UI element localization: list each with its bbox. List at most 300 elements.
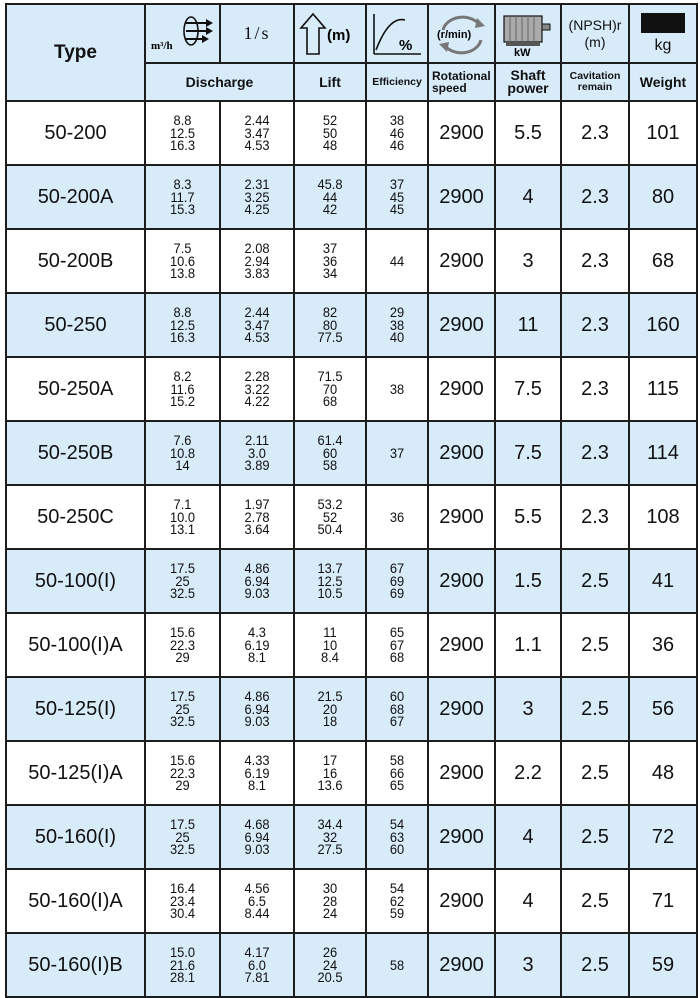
discharge-m3h-cell-value: 25 [175, 700, 190, 717]
efficiency-cell-value: 29 [389, 304, 405, 321]
flow-icon [148, 9, 218, 59]
npsh-cell: 2.5 [561, 933, 629, 997]
efficiency-unit-header [366, 4, 428, 63]
table-row [6, 869, 697, 933]
discharge-ls-cell-value: 9.03 [244, 841, 270, 858]
efficiency-cell-value: 46 [389, 137, 405, 154]
type-cell: 50-100(I) [6, 549, 145, 613]
discharge-m3h-cell-value: 30.4 [169, 905, 196, 922]
weight-cell: 68 [629, 229, 697, 293]
weight-cell: 160 [629, 293, 697, 357]
efficiency-cell-value: 66 [389, 764, 405, 781]
discharge-m3h-cell-value: 12.5 [169, 124, 196, 141]
lift-cell-value: 50.4 [317, 521, 343, 538]
lift-cell-value: 61.4 [317, 432, 343, 449]
weight-block-icon [641, 13, 685, 33]
speed-cell: 2900 [428, 549, 495, 613]
discharge-m3h-cell-value: 29 [175, 649, 190, 666]
speed-cell: 2900 [428, 229, 495, 293]
table-row [6, 933, 697, 997]
efficiency-header: Efficiency [366, 63, 428, 101]
lift-cell-value: 17 [322, 752, 338, 769]
type-cell: 50-250A [6, 357, 145, 421]
discharge-ls-cell-value: 2.44 [244, 112, 270, 129]
efficiency-cell-value: 38 [389, 112, 405, 129]
type-cell: 50-250B [6, 421, 145, 485]
type-cell: 50-160(I) [6, 805, 145, 869]
motor-icon [498, 10, 558, 58]
lift-cell [294, 741, 366, 805]
table-row [6, 613, 697, 677]
weight-cell: 80 [629, 165, 697, 229]
discharge-ls-cell-value: 4.53 [244, 329, 270, 346]
discharge-m3h-cell-value: 10.0 [169, 508, 196, 525]
lift-cell-value: 24 [322, 905, 338, 922]
power-cell: 4 [495, 869, 561, 933]
efficiency-cell-value: 65 [389, 624, 405, 641]
lift-cell [294, 421, 366, 485]
discharge-ls-cell-value: 4.33 [244, 752, 270, 769]
efficiency-cell-value: 38 [389, 380, 405, 397]
type-cell: 50-250C [6, 485, 145, 549]
weight-cell: 36 [629, 613, 697, 677]
efficiency-cell [366, 357, 428, 421]
efficiency-cell [366, 677, 428, 741]
power-unit-header [495, 4, 561, 63]
discharge-ls-cell [220, 293, 294, 357]
discharge-m3h-cell-value: 15.0 [169, 944, 196, 961]
discharge-ls-header [220, 4, 294, 63]
npsh-cell: 2.3 [561, 293, 629, 357]
discharge-ls-cell [220, 357, 294, 421]
lift-cell [294, 805, 366, 869]
efficiency-cell [366, 165, 428, 229]
discharge-m3h-cell-value: 11.7 [170, 188, 195, 205]
discharge-ls-cell-value: 4.25 [244, 201, 270, 218]
discharge-ls-cell-value: 4.53 [244, 137, 270, 154]
type-cell: 50-200 [6, 101, 145, 165]
efficiency-cell [366, 293, 428, 357]
discharge-ls-cell [220, 485, 294, 549]
discharge-ls-cell-value: 2.31 [244, 176, 270, 193]
lift-cell [294, 549, 366, 613]
efficiency-cell-value: 62 [389, 892, 405, 909]
speed-cell: 2900 [428, 101, 495, 165]
discharge-m3h-cell-value: 8.8 [173, 304, 192, 321]
discharge-m3h-cell [145, 293, 220, 357]
ls-unit: 1/s [243, 23, 271, 43]
discharge-m3h-cell-value: 11.6 [170, 380, 195, 397]
efficiency-cell [366, 933, 428, 997]
discharge-ls-cell-value: 6.94 [244, 700, 270, 717]
lift-cell-value: 52 [322, 508, 338, 525]
efficiency-cell-value: 37 [389, 444, 405, 461]
lift-cell-value: 50 [322, 124, 338, 141]
discharge-m3h-cell-value: 15.6 [169, 624, 196, 641]
discharge-ls-cell [220, 805, 294, 869]
lift-cell [294, 869, 366, 933]
kg-unit: kg [654, 36, 672, 54]
type-header: Type [6, 4, 145, 101]
efficiency-cell [366, 229, 428, 293]
speed-cell: 2900 [428, 357, 495, 421]
discharge-m3h-cell-value: 14 [175, 457, 190, 474]
discharge-ls-cell-value: 4.86 [244, 688, 270, 705]
discharge-m3h-cell-value: 8.2 [173, 368, 192, 385]
power-cell: 4 [495, 805, 561, 869]
power-cell: 4 [495, 165, 561, 229]
lift-unit-header [294, 4, 366, 63]
efficiency-cell-value: 60 [389, 688, 405, 705]
efficiency-curve-icon [369, 10, 425, 58]
lift-cell-value: 70 [322, 380, 338, 397]
discharge-m3h-cell [145, 485, 220, 549]
discharge-ls-cell-value: 6.94 [244, 572, 270, 589]
efficiency-cell-value: 58 [389, 956, 405, 973]
discharge-m3h-cell-value: 7.5 [173, 240, 192, 257]
lift-cell [294, 933, 366, 997]
lift-cell-value: 36 [322, 252, 338, 269]
discharge-ls-cell-value: 3.0 [248, 444, 266, 461]
lift-cell-value: 12.5 [317, 572, 343, 589]
efficiency-cell-value: 46 [389, 124, 405, 141]
efficiency-cell-value: 59 [389, 905, 405, 922]
svg-text:%: % [399, 36, 413, 54]
table-row [6, 165, 697, 229]
discharge-ls-cell-value: 3.22 [244, 380, 270, 397]
discharge-ls-cell-value: 8.1 [248, 777, 266, 794]
weight-cell: 41 [629, 549, 697, 613]
discharge-m3h-cell-value: 17.5 [169, 688, 196, 705]
efficiency-cell-value: 69 [389, 585, 405, 602]
lift-cell [294, 613, 366, 677]
lift-cell-value: 34 [322, 265, 338, 282]
discharge-ls-cell-value: 3.83 [244, 265, 270, 282]
efficiency-cell [366, 741, 428, 805]
lift-cell-value: 18 [322, 713, 338, 730]
lift-cell-value: 30 [322, 880, 338, 897]
table-row [6, 293, 697, 357]
weight-cell: 72 [629, 805, 697, 869]
power-cell: 7.5 [495, 421, 561, 485]
lift-cell-value: 20.5 [317, 969, 343, 986]
discharge-m3h-cell-value: 23.4 [169, 892, 196, 909]
efficiency-cell [366, 869, 428, 933]
lift-cell-value: 24 [322, 956, 338, 973]
weight-cell: 56 [629, 677, 697, 741]
efficiency-cell-value: 69 [389, 572, 405, 589]
npsh-cell: 2.3 [561, 229, 629, 293]
lift-cell [294, 229, 366, 293]
discharge-ls-cell-value: 7.81 [244, 969, 270, 986]
efficiency-cell-value: 54 [389, 816, 405, 833]
discharge-m3h-cell-value: 25 [175, 572, 190, 589]
lift-cell [294, 485, 366, 549]
discharge-ls-cell [220, 549, 294, 613]
npsh-cell: 2.5 [561, 741, 629, 805]
npsh-cell: 2.3 [561, 165, 629, 229]
discharge-m3h-cell-value: 13.1 [169, 521, 196, 538]
npsh-unit-header: (NPSH)r (m) [561, 4, 629, 63]
power-cell: 1.5 [495, 549, 561, 613]
npsh-cell: 2.5 [561, 677, 629, 741]
lift-cell-value: 13.7 [317, 560, 343, 577]
lift-cell-value: 11 [323, 624, 337, 641]
lift-cell-value: 80 [322, 316, 338, 333]
speed-cell: 2900 [428, 933, 495, 997]
speed-cell: 2900 [428, 741, 495, 805]
weight-cell: 108 [629, 485, 697, 549]
efficiency-cell-value: 37 [389, 176, 405, 193]
discharge-ls-cell [220, 869, 294, 933]
discharge-ls-cell-value: 3.25 [244, 188, 270, 205]
power-cell: 1.1 [495, 613, 561, 677]
lift-cell-value: 27.5 [317, 841, 343, 858]
power-cell: 11 [495, 293, 561, 357]
lift-cell-value: 52 [322, 112, 338, 129]
speed-cell: 2900 [428, 165, 495, 229]
discharge-m3h-cell-value: 16.3 [169, 329, 196, 346]
discharge-m3h-cell-value: 13.8 [169, 265, 196, 282]
lift-cell [294, 101, 366, 165]
table-header [6, 4, 697, 101]
discharge-m3h-cell [145, 549, 220, 613]
lift-cell [294, 293, 366, 357]
table-row [6, 549, 697, 613]
discharge-m3h-cell [145, 869, 220, 933]
npsh-cell: 2.5 [561, 613, 629, 677]
discharge-m3h-cell [145, 805, 220, 869]
efficiency-cell-value: 38 [389, 316, 405, 333]
type-cell: 50-125(I) [6, 677, 145, 741]
discharge-ls-cell-value: 2.44 [244, 304, 270, 321]
discharge-m3h-cell [145, 933, 220, 997]
efficiency-cell-value: 40 [389, 329, 405, 346]
discharge-ls-cell-value: 4.86 [244, 560, 270, 577]
weight-header: Weight [629, 63, 697, 101]
type-cell: 50-250 [6, 293, 145, 357]
lift-cell-value: 58 [322, 457, 338, 474]
weight-cell: 115 [629, 357, 697, 421]
discharge-m3h-cell [145, 165, 220, 229]
lift-cell-value: 42 [322, 201, 338, 218]
cavitation-remain-header: Cavitation remain [561, 63, 629, 101]
discharge-ls-cell-value: 3.64 [244, 521, 270, 538]
efficiency-cell-value: 67 [389, 560, 405, 577]
svg-text:(m): (m) [327, 26, 351, 44]
speed-cell: 2900 [428, 677, 495, 741]
lift-cell-value: 20 [322, 700, 338, 717]
efficiency-cell-value: 67 [389, 713, 405, 730]
table-body [6, 101, 697, 997]
discharge-ls-cell-value: 8.44 [244, 905, 270, 922]
discharge-m3h-cell-value: 17.5 [169, 560, 196, 577]
lift-cell-value: 45.8 [317, 176, 343, 193]
power-cell: 3 [495, 229, 561, 293]
lift-cell-value: 37 [322, 240, 338, 257]
type-cell: 50-200B [6, 229, 145, 293]
discharge-m3h-cell [145, 101, 220, 165]
efficiency-cell-value: 68 [389, 700, 405, 717]
weight-unit-header [629, 4, 697, 63]
type-cell: 50-100(I)A [6, 613, 145, 677]
discharge-ls-cell-value: 2.94 [244, 252, 270, 269]
discharge-ls-cell-value: 4.56 [244, 880, 270, 897]
lift-cell-value: 16 [322, 764, 338, 781]
discharge-m3h-cell-value: 32.5 [169, 585, 196, 602]
speed-cell: 2900 [428, 485, 495, 549]
discharge-m3h-cell-value: 22.3 [169, 764, 196, 781]
discharge-ls-cell-value: 6.19 [244, 636, 270, 653]
type-cell: 50-160(I)A [6, 869, 145, 933]
discharge-m3h-cell-value: 12.5 [169, 316, 196, 333]
weight-cell: 71 [629, 869, 697, 933]
efficiency-cell-value: 45 [389, 188, 405, 205]
discharge-ls-cell [220, 677, 294, 741]
efficiency-cell-value: 65 [389, 777, 405, 794]
lift-cell-value: 32 [322, 828, 338, 845]
discharge-ls-cell-value: 6.94 [244, 828, 270, 845]
discharge-m3h-cell-value: 21.6 [169, 956, 196, 973]
lift-cell [294, 677, 366, 741]
efficiency-cell-value: 60 [389, 841, 405, 858]
rotation-icon [431, 10, 493, 58]
discharge-ls-cell-value: 6.0 [248, 956, 266, 973]
lift-cell-value: 53.2 [317, 496, 343, 513]
discharge-m3h-cell [145, 421, 220, 485]
discharge-m3h-cell [145, 613, 220, 677]
discharge-ls-cell-value: 2.78 [244, 508, 270, 525]
discharge-m3h-cell-value: 15.6 [169, 752, 196, 769]
discharge-ls-cell-value: 2.08 [244, 240, 270, 257]
efficiency-cell [366, 613, 428, 677]
svg-text:m³/h: m³/h [150, 39, 173, 52]
discharge-m3h-cell-value: 25 [175, 828, 190, 845]
speed-cell: 2900 [428, 869, 495, 933]
npsh-cell: 2.5 [561, 869, 629, 933]
table-row [6, 485, 697, 549]
discharge-ls-cell-value: 3.47 [244, 316, 270, 333]
lift-cell-value: 77.5 [317, 329, 343, 346]
discharge-ls-cell-value: 3.89 [244, 457, 270, 474]
discharge-ls-cell-value: 4.22 [244, 393, 270, 410]
lift-cell-value: 34.4 [317, 816, 343, 833]
lift-header: Lift [294, 63, 366, 101]
efficiency-cell-value: 36 [389, 508, 405, 525]
lift-cell-value: 10.5 [317, 585, 343, 602]
discharge-ls-cell-value: 2.11 [244, 432, 270, 449]
discharge-ls-cell [220, 741, 294, 805]
discharge-m3h-cell-value: 16.3 [169, 137, 196, 154]
discharge-m3h-cell-value: 10.8 [169, 444, 196, 461]
up-arrow-icon [297, 10, 363, 58]
lift-cell-value: 60 [322, 444, 338, 461]
table-row [6, 741, 697, 805]
speed-unit-header [428, 4, 495, 63]
lift-cell-value: 8.4 [321, 649, 339, 666]
lift-cell-value: 10 [322, 636, 338, 653]
type-cell: 50-200A [6, 165, 145, 229]
efficiency-cell-value: 54 [389, 880, 405, 897]
efficiency-cell [366, 549, 428, 613]
table-row [6, 677, 697, 741]
type-cell: 50-125(I)A [6, 741, 145, 805]
npsh-cell: 2.3 [561, 485, 629, 549]
efficiency-cell [366, 421, 428, 485]
discharge-header: Discharge [145, 63, 294, 101]
lift-cell-value: 44 [322, 188, 338, 205]
svg-text:(r/min): (r/min) [436, 28, 471, 41]
lift-cell-value: 48 [322, 137, 338, 154]
weight-cell: 59 [629, 933, 697, 997]
table-row [6, 421, 697, 485]
efficiency-cell-value: 44 [389, 252, 405, 269]
power-cell: 5.5 [495, 485, 561, 549]
weight-cell: 101 [629, 101, 697, 165]
discharge-m3h-cell-value: 8.8 [173, 112, 192, 129]
type-cell: 50-160(I)B [6, 933, 145, 997]
lift-cell-value: 13.6 [317, 777, 343, 794]
power-cell: 3 [495, 677, 561, 741]
weight-cell: 48 [629, 741, 697, 805]
discharge-ls-cell-value: 2.28 [244, 368, 270, 385]
discharge-ls-cell [220, 229, 294, 293]
discharge-m3h-cell-value: 29 [175, 777, 190, 794]
lift-cell-value: 21.5 [317, 688, 343, 705]
npsh-cell: 2.3 [561, 101, 629, 165]
discharge-m3h-cell-value: 7.1 [173, 496, 192, 513]
speed-cell: 2900 [428, 613, 495, 677]
discharge-ls-cell-value: 8.1 [248, 649, 266, 666]
discharge-ls-cell-value: 1.97 [244, 496, 270, 513]
npsh-cell: 2.3 [561, 357, 629, 421]
shaft-power-header: Shaft power [495, 63, 561, 101]
speed-cell: 2900 [428, 421, 495, 485]
discharge-m3h-cell-value: 16.4 [169, 880, 196, 897]
power-cell: 2.2 [495, 741, 561, 805]
lift-cell-value: 28 [322, 892, 338, 909]
discharge-m3h-cell [145, 357, 220, 421]
discharge-ls-cell-value: 9.03 [244, 713, 270, 730]
efficiency-cell-value: 45 [389, 201, 405, 218]
discharge-ls-cell-value: 3.47 [244, 124, 270, 141]
discharge-ls-cell [220, 101, 294, 165]
table-row [6, 357, 697, 421]
discharge-ls-cell [220, 933, 294, 997]
rotational-speed-header: Rotational speed [428, 63, 495, 101]
discharge-m3h-cell-value: 32.5 [169, 713, 196, 730]
discharge-ls-cell-value: 4.68 [244, 816, 270, 833]
lift-cell-value: 82 [322, 304, 338, 321]
discharge-m3h-cell-value: 22.3 [169, 636, 196, 653]
power-cell: 7.5 [495, 357, 561, 421]
discharge-ls-cell-value: 4.3 [248, 624, 266, 641]
discharge-m3h-cell-value: 15.3 [169, 201, 196, 218]
discharge-m3h-cell-value: 10.6 [169, 252, 196, 269]
lift-cell-value: 26 [322, 944, 338, 961]
efficiency-cell [366, 485, 428, 549]
lift-cell [294, 165, 366, 229]
speed-cell: 2900 [428, 805, 495, 869]
table-row [6, 229, 697, 293]
discharge-m3h-cell-value: 17.5 [169, 816, 196, 833]
discharge-m3h-cell-value: 32.5 [169, 841, 196, 858]
efficiency-cell [366, 805, 428, 869]
discharge-ls-cell-value: 9.03 [244, 585, 270, 602]
pump-spec-table [5, 3, 698, 998]
discharge-m3h-cell [145, 677, 220, 741]
discharge-ls-cell [220, 165, 294, 229]
